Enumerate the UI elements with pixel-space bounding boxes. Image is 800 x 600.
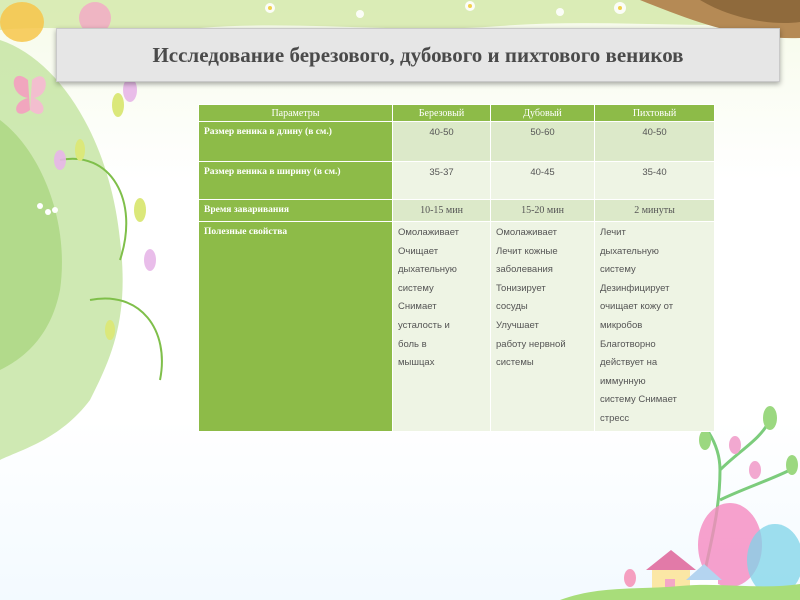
properties-list-fir <box>595 222 715 432</box>
table-row <box>199 222 715 432</box>
slide-title-box <box>56 28 780 82</box>
property-line: систему Снимает <box>600 394 677 406</box>
properties-list-oak <box>491 222 595 432</box>
property-line: Очищает <box>398 245 439 257</box>
column-header: Параметры <box>199 105 393 122</box>
table-cell: 40-50 <box>595 122 715 162</box>
property-line: систему <box>600 264 636 276</box>
table-cell: 2 минуты <box>595 200 715 222</box>
property-line: Омолаживает <box>496 227 558 238</box>
table-cell: 35-40 <box>595 162 715 200</box>
property-line: работу нервной <box>496 338 566 350</box>
property-line: Улучшает <box>496 319 539 331</box>
broom-comparison-table <box>198 104 715 432</box>
property-line: дыхательную <box>398 264 457 276</box>
property-line: дыхательную <box>600 245 659 257</box>
table-cell: 40-50 <box>393 122 491 162</box>
property-line: систему <box>398 282 434 294</box>
table-cell: 15-20 мин <box>491 200 595 222</box>
column-header: Дубовый <box>491 105 595 122</box>
row-label: Время заваривания <box>199 200 393 222</box>
property-line: Снимает <box>398 301 437 313</box>
property-line: иммунную <box>600 375 646 387</box>
property-line: Тонизирует <box>496 282 546 294</box>
property-line: боль в <box>398 338 427 350</box>
property-line: микробов <box>600 319 643 331</box>
table-cell: 35-37 <box>393 162 491 200</box>
property-line: Омолаживает <box>398 227 460 238</box>
table-cell: 40-45 <box>491 162 595 200</box>
row-label: Полезные свойства <box>199 222 393 432</box>
property-line: усталость и <box>398 319 450 331</box>
property-line: очищает кожу от <box>600 301 674 313</box>
row-label: Размер веника в длину (в см.) <box>199 122 393 162</box>
row-label: Размер веника в ширину (в см.) <box>199 162 393 200</box>
property-line: сосуды <box>496 301 528 313</box>
table-cell: 50-60 <box>491 122 595 162</box>
property-line: заболевания <box>496 264 553 276</box>
property-line: Лечит кожные <box>496 245 558 257</box>
table-cell: 10-15 мин <box>393 200 491 222</box>
table-row <box>199 162 715 200</box>
property-line: действует на <box>600 357 658 369</box>
property-line: Дезинфицирует <box>600 282 670 294</box>
properties-list-birch <box>393 222 491 432</box>
property-line: стресс <box>600 412 630 424</box>
column-header: Березовый <box>393 105 491 122</box>
column-header: Пихтовый <box>595 105 715 122</box>
property-line: Лечит <box>600 227 626 238</box>
table-row <box>199 122 715 162</box>
slide-title: Исследование березового, дубового и пихтового веников <box>152 42 684 67</box>
property-line: Благотворно <box>600 338 656 350</box>
table-row <box>199 200 715 222</box>
table-header-row <box>199 105 715 122</box>
property-line: мышцах <box>398 357 435 369</box>
property-line: системы <box>496 357 534 369</box>
